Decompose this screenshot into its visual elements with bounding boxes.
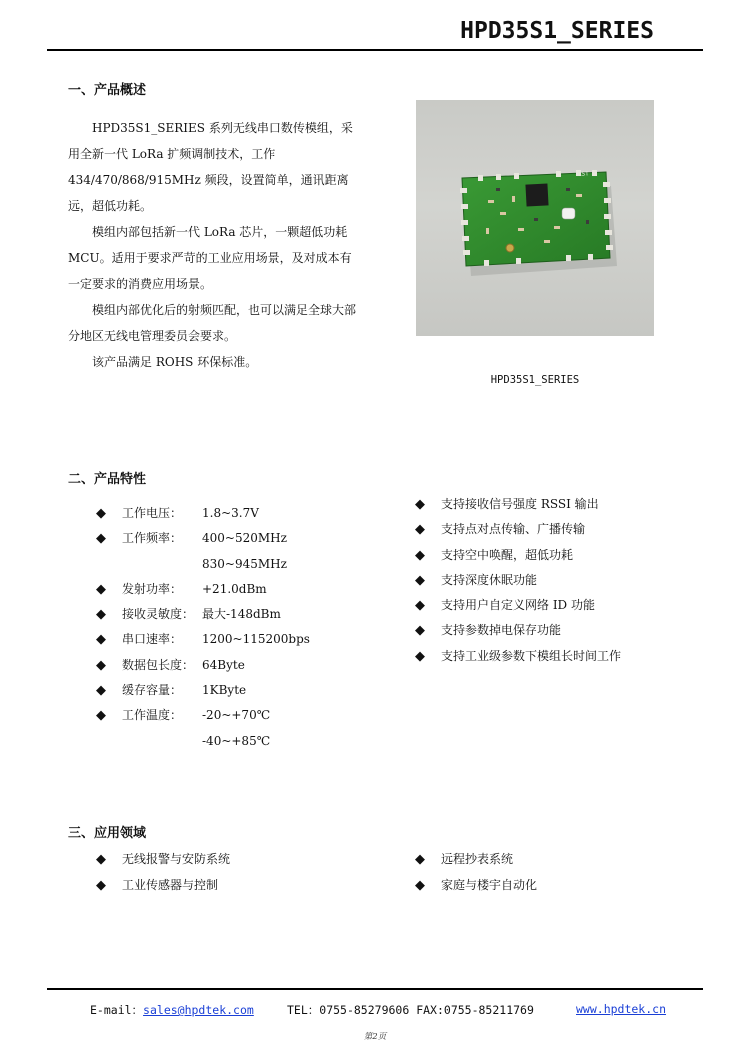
page-number: 第2页 [363,1032,387,1042]
list-item [415,543,621,568]
website-link[interactable]: www.hpdtek.cn [576,1002,667,1016]
applications-left-list [96,847,230,898]
diamond-bullet-icon: ◆ [96,607,106,623]
feature-value: -40~+85℃ [202,733,271,748]
list-item [415,618,621,643]
list-item [96,602,310,627]
feature-label: 工作温度： [122,708,183,723]
feature-value: 最大-148dBm [202,607,281,622]
application-text: 家庭与楼宇自动化 [441,877,538,892]
feature-label: 接收灵敏度： [122,607,195,622]
overview-paragraph: 该产品满足 ROHS 环保标准。 [92,355,258,369]
feature-text: 支持接收信号强度 RSSI 输出 [441,497,599,511]
email-label: E-mail： [90,1003,144,1017]
feature-text: 支持点对点传输、广播传输 [441,522,586,537]
footer-phone: TEL：0755-85279606 FAX:0755-85211769 [287,1003,534,1017]
list-item [96,703,310,728]
module-board-image [416,100,654,336]
feature-value: 64Byte [202,657,245,672]
application-text: 远程抄表系统 [441,852,514,866]
feature-text: 支持工业级参数下模组长时间工作 [441,648,622,663]
diamond-bullet-icon: ◆ [96,632,106,648]
application-text: 无线报警与安防系统 [122,852,231,866]
feature-value: 1200~115200bps [202,632,310,647]
email-link[interactable]: sales@hpdtek.com [143,1003,254,1017]
diamond-bullet-icon: ◆ [415,648,425,664]
list-item [415,847,537,873]
feature-value: 400~520MHz [202,531,287,546]
application-text: 工业传感器与控制 [122,877,219,892]
diamond-bullet-icon: ◆ [415,877,425,893]
list-item [415,644,621,669]
list-item [96,653,310,678]
diamond-bullet-icon: ◆ [96,581,106,597]
diamond-bullet-icon: ◆ [96,683,106,699]
document-title: HPD35S1_SERIES [460,18,654,44]
diamond-bullet-icon: ◆ [415,547,425,563]
overview-heading: 一、产品概述 [68,83,147,98]
list-item [96,577,310,602]
feature-value: -20~+70℃ [202,708,271,723]
diamond-bullet-icon: ◆ [415,598,425,614]
diamond-bullet-icon: ◆ [415,572,425,588]
footer-email [90,1002,254,1018]
feature-value: 1.8~3.7V [202,506,259,520]
list-item [415,568,621,593]
features-right-list [415,492,621,669]
list-item [96,526,310,551]
diamond-bullet-icon: ◆ [415,522,425,538]
feature-label: 工作电压： [122,506,183,520]
overview-paragraph: 模组内部优化后的射频匹配，也可以满足全球大部分地区无线电管理委员会要求。 [68,303,357,343]
list-item [96,873,230,899]
diamond-bullet-icon: ◆ [96,657,106,673]
diamond-bullet-icon: ◆ [415,623,425,639]
list-item [96,627,310,652]
overview-paragraph: HPD35S1_SERIES 系列无线串口数传模组，采用全新一代 LoRa 扩频调制技术，工作434/470/868/915MHz 频段，设置简单，通讯距离远，超低功耗。 [68,121,353,213]
feature-text: 支持深度休眠功能 [441,572,538,587]
footer-rule [47,988,703,990]
photo-caption: HPD35S1_SERIES [490,374,580,386]
feature-text: 支持空中唤醒，超低功耗 [441,547,574,562]
diamond-bullet-icon: ◆ [96,852,106,867]
header-rule [47,49,703,51]
diamond-bullet-icon: ◆ [96,506,106,521]
feature-label: 数据包长度： [122,657,195,672]
feature-label: 串口速率： [122,632,183,647]
list-item [96,729,310,754]
feature-label: 工作频率： [122,531,183,546]
features-left-list [96,501,310,754]
applications-heading: 三、应用领域 [68,826,147,841]
list-item [96,552,310,577]
list-item [415,492,621,517]
diamond-bullet-icon: ◆ [96,708,106,724]
list-item [96,501,310,526]
feature-text: 支持用户自定义网络 ID 功能 [441,598,595,613]
overview-text [68,115,363,375]
feature-value: 1KByte [202,683,247,698]
applications-right-list [415,847,537,898]
features-heading: 二、产品特性 [68,472,147,487]
board-silkscreen: RST [577,170,589,178]
module-photo [416,100,654,336]
feature-text: 支持参数掉电保存功能 [441,623,562,638]
diamond-bullet-icon: ◆ [415,497,425,512]
list-item [415,517,621,542]
feature-value: +21.0dBm [202,581,267,596]
footer-website [576,1002,666,1016]
feature-value: 830~945MHz [202,556,287,571]
list-item [415,873,537,899]
feature-label: 发射功率： [122,581,183,596]
list-item [415,593,621,618]
diamond-bullet-icon: ◆ [96,877,106,893]
feature-label: 缓存容量： [122,683,183,698]
diamond-bullet-icon: ◆ [415,852,425,867]
list-item [96,847,230,873]
overview-paragraph: 模组内部包括新一代 LoRa 芯片，一颗超低功耗 MCU。适用于要求严苛的工业应用场景，及对成本有一定要求的消费应用场景。 [68,225,352,291]
list-item [96,678,310,703]
diamond-bullet-icon: ◆ [96,531,106,547]
